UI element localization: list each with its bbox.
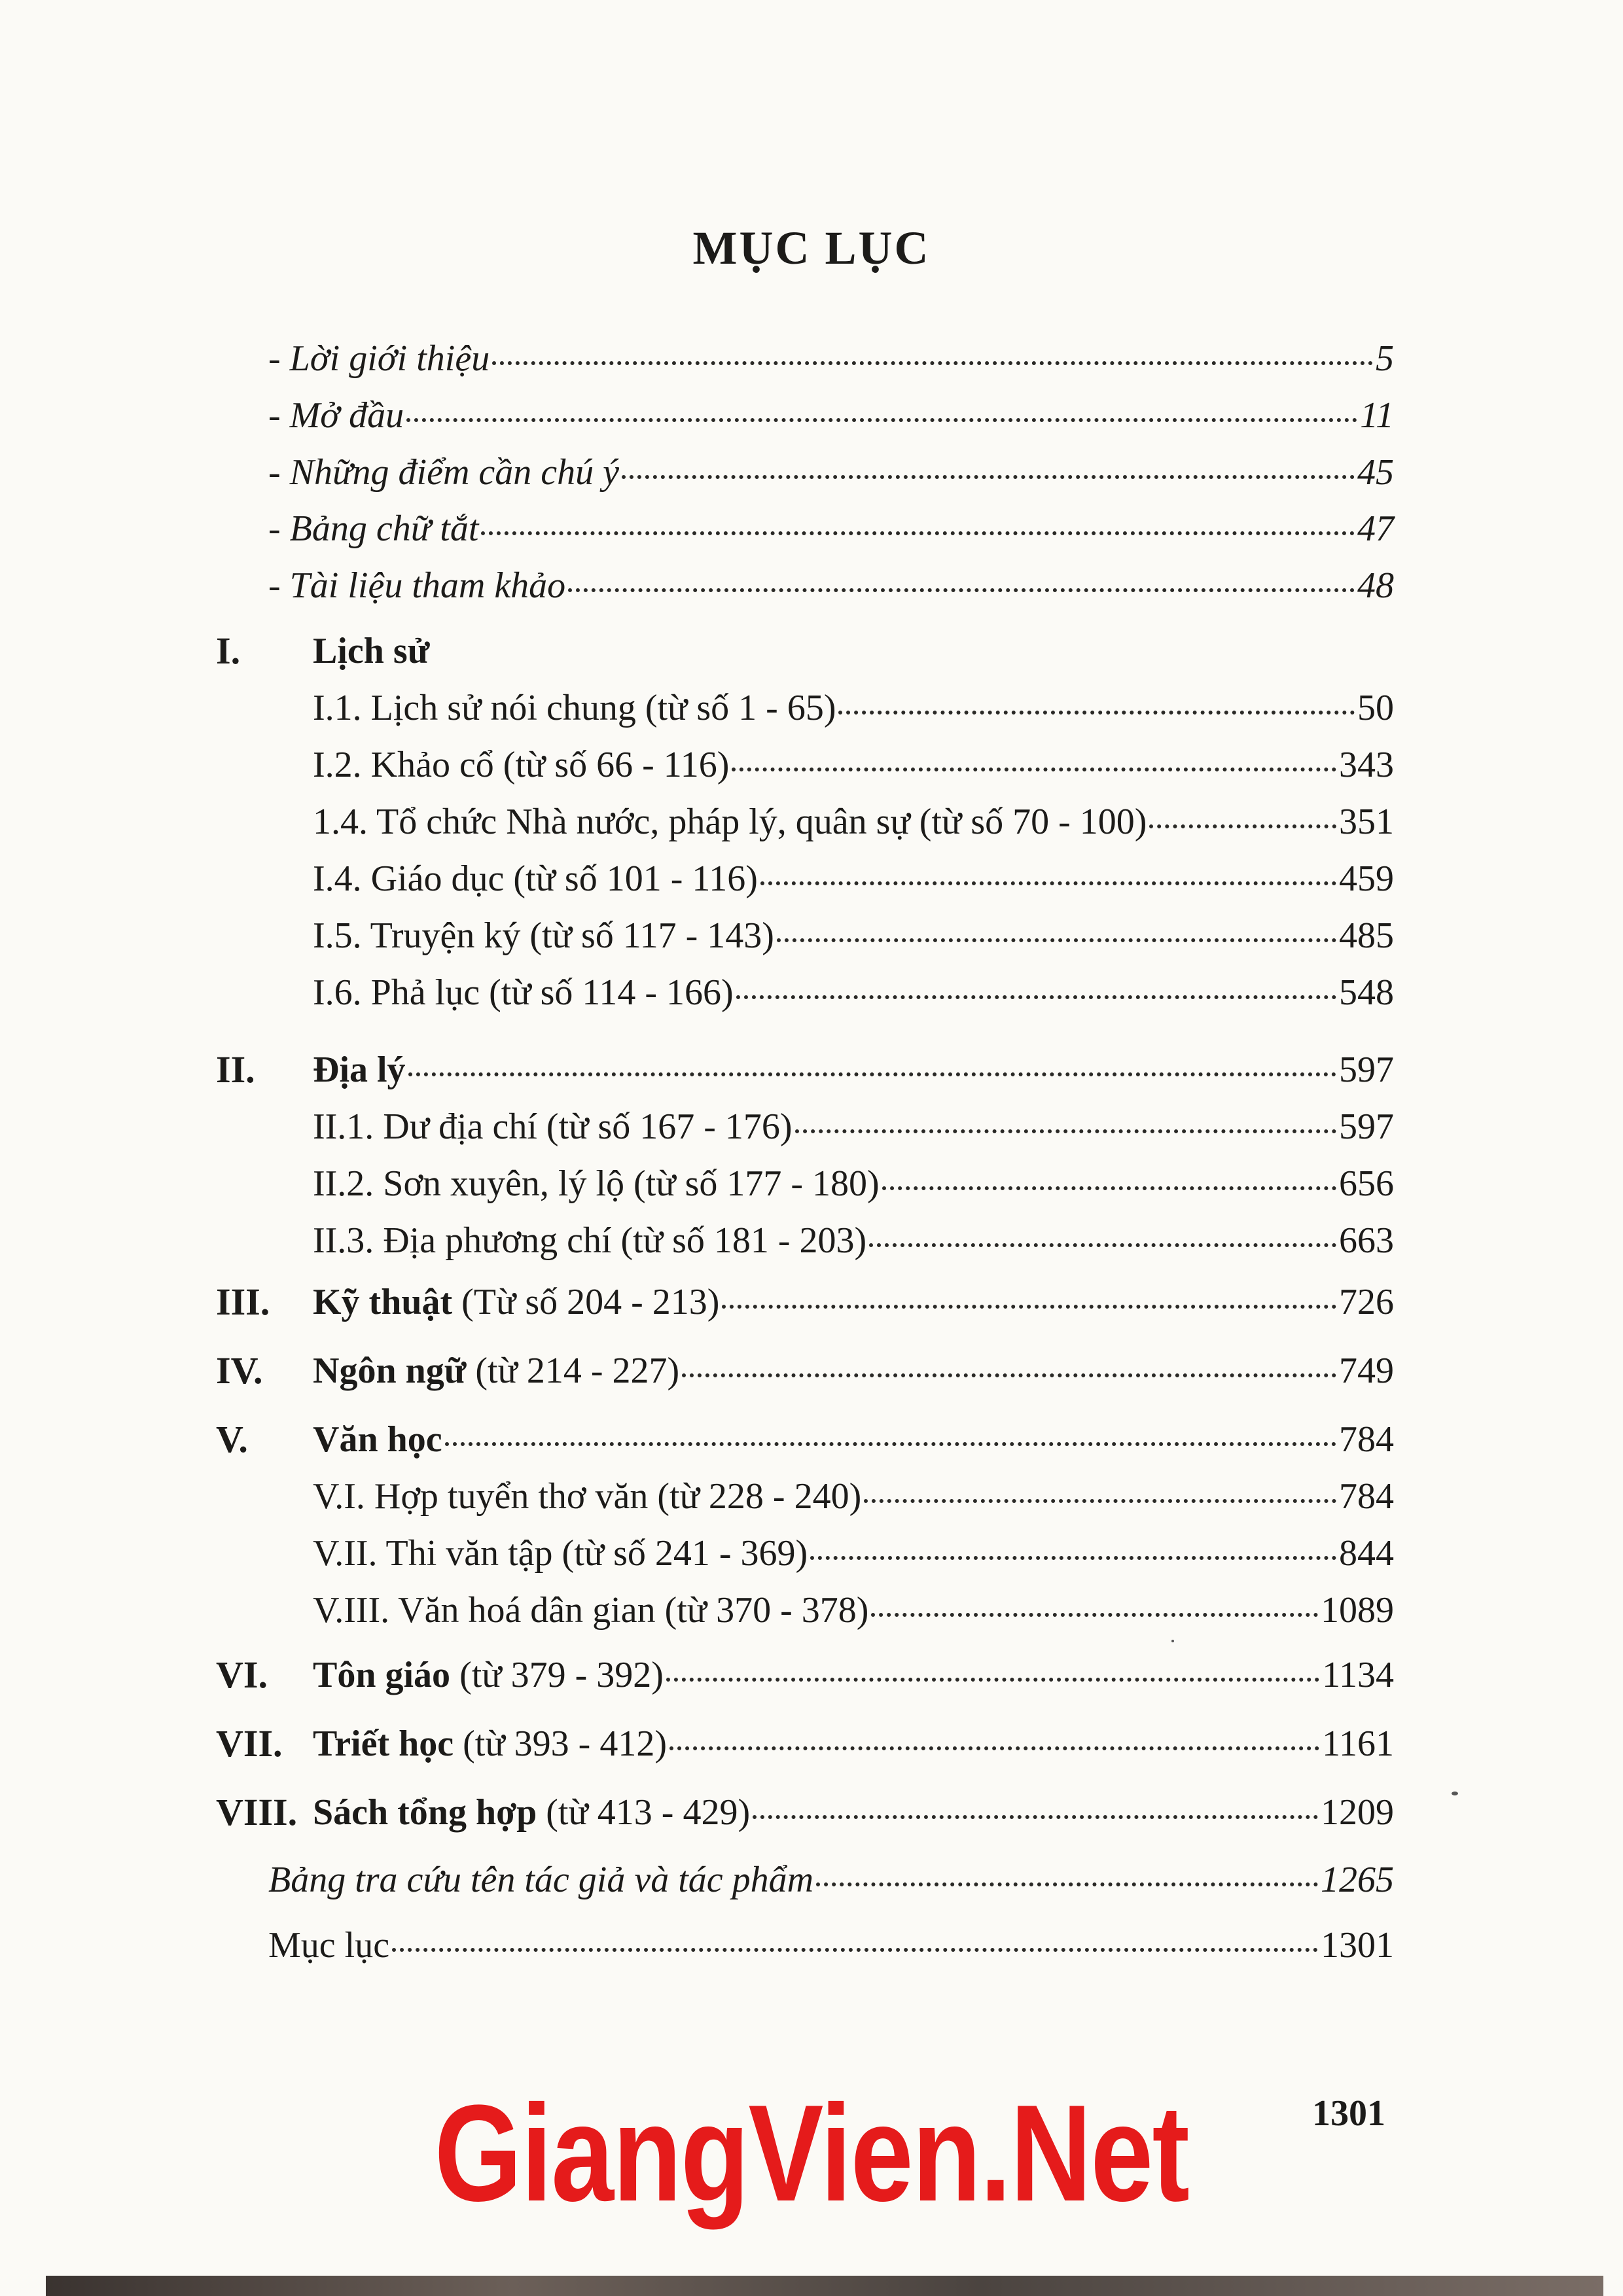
section-number: II. bbox=[216, 1048, 255, 1091]
toc-entry-label: V.III. Văn hoá dân gian (từ 370 - 378) bbox=[313, 1590, 869, 1631]
toc-entry-label: V.I. Hợp tuyển thơ văn (từ 228 - 240) bbox=[313, 1476, 862, 1517]
toc-section-entry bbox=[313, 1348, 1394, 1394]
scan-speck bbox=[1452, 1792, 1458, 1795]
toc-entry-range: (từ 413 - 429) bbox=[537, 1792, 751, 1833]
toc-entry-label: I.1. Lịch sử nói chung (từ số 1 - 65) bbox=[313, 688, 836, 728]
toc-entry-label: - Tài liệu tham khảo bbox=[268, 565, 566, 606]
dot-leader bbox=[760, 881, 1336, 885]
toc-entry-page: 47 bbox=[1357, 508, 1394, 549]
toc-subsection-entry bbox=[313, 685, 1394, 731]
toc-entry-page: 784 bbox=[1339, 1419, 1394, 1460]
dot-leader bbox=[669, 1746, 1319, 1750]
toc-subsection-entry bbox=[313, 856, 1394, 902]
toc-entry-label: V.II. Thi văn tập (từ số 241 - 369) bbox=[313, 1533, 808, 1574]
dot-leader bbox=[682, 1373, 1336, 1377]
toc-entry-page: 1265 bbox=[1321, 1860, 1394, 1900]
toc-entry-page: 1134 bbox=[1322, 1655, 1394, 1695]
dot-leader bbox=[722, 1305, 1336, 1309]
toc-entry-page: 1209 bbox=[1321, 1792, 1394, 1833]
dot-leader bbox=[871, 1613, 1318, 1617]
dot-leader bbox=[795, 1129, 1336, 1133]
page-title: MỤC LỤC bbox=[692, 222, 931, 274]
toc-entry-page: 1089 bbox=[1321, 1590, 1394, 1631]
toc-entry-label: Tôn giáo bbox=[313, 1655, 451, 1695]
toc-entry-label: I.2. Khảo cổ (từ số 66 - 116) bbox=[313, 745, 730, 785]
dot-leader bbox=[882, 1186, 1336, 1190]
toc-section-entry bbox=[313, 628, 1394, 674]
dot-leader bbox=[810, 1556, 1336, 1560]
toc-entry-page: 656 bbox=[1339, 1163, 1394, 1204]
dot-leader bbox=[406, 418, 1357, 422]
toc-section-entry bbox=[313, 1279, 1394, 1325]
toc-front-entry bbox=[268, 450, 1394, 495]
toc-entry-page: 597 bbox=[1339, 1050, 1394, 1090]
toc-entry-page: 844 bbox=[1339, 1533, 1394, 1574]
toc-section-entry bbox=[313, 1721, 1394, 1767]
toc-entry-label: Sách tổng hợp bbox=[313, 1792, 537, 1833]
toc-entry-page: 50 bbox=[1357, 688, 1394, 728]
toc-entry-label: I.5. Truyện ký (từ số 117 - 143) bbox=[313, 915, 774, 956]
toc-entry-label: II.2. Sơn xuyên, lý lộ (từ số 177 - 180) bbox=[313, 1163, 880, 1204]
toc-entry-label: - Lời giới thiệu bbox=[268, 338, 490, 379]
toc-entry-label: 1.4. Tổ chức Nhà nước, pháp lý, quân sự (từ số 70 - 100) bbox=[313, 802, 1147, 842]
toc-section-entry bbox=[313, 1417, 1394, 1462]
toc-subsection-entry bbox=[313, 1218, 1394, 1263]
toc-entry-page: 1161 bbox=[1322, 1723, 1394, 1764]
toc-subsection-entry bbox=[313, 913, 1394, 959]
toc-subsection-entry bbox=[313, 1104, 1394, 1150]
toc-entry-page: 48 bbox=[1357, 565, 1394, 606]
toc-entry-label: Địa lý bbox=[313, 1050, 406, 1090]
toc-subsection-entry bbox=[313, 1587, 1394, 1633]
watermark-logo: GiangVien.Net bbox=[434, 2076, 1189, 2230]
section-number: VIII. bbox=[216, 1791, 298, 1833]
toc-entry-page: 11 bbox=[1360, 395, 1394, 436]
toc-entry-page: 784 bbox=[1339, 1476, 1394, 1517]
toc-entry-range: (từ 379 - 392) bbox=[450, 1655, 664, 1695]
toc-entry-label: Ngôn ngữ bbox=[313, 1351, 467, 1391]
dot-leader bbox=[392, 1948, 1318, 1952]
section-number: V. bbox=[216, 1418, 248, 1460]
dot-leader bbox=[864, 1499, 1336, 1503]
toc-entry-label: Triết học bbox=[313, 1723, 454, 1764]
section-number: VI. bbox=[216, 1653, 268, 1696]
toc-front-entry bbox=[268, 563, 1394, 609]
dot-leader bbox=[622, 475, 1355, 479]
toc-section-entry bbox=[313, 1047, 1394, 1093]
toc-entry-page: 5 bbox=[1376, 338, 1394, 379]
dot-leader bbox=[753, 1815, 1318, 1819]
toc-entry-page: 343 bbox=[1339, 745, 1394, 785]
toc-section-entry bbox=[313, 1652, 1394, 1698]
page-edge-strip bbox=[46, 2276, 1603, 2296]
toc-subsection-entry bbox=[313, 799, 1394, 845]
toc-subsection-entry bbox=[313, 1474, 1394, 1519]
toc-entry-label: I.4. Giáo dục (từ số 101 - 116) bbox=[313, 858, 758, 899]
dot-leader bbox=[816, 1882, 1318, 1886]
dot-leader bbox=[869, 1243, 1336, 1247]
toc-section-entry bbox=[313, 1790, 1394, 1835]
toc-entry-label: Văn học bbox=[313, 1419, 442, 1460]
toc-entry-label: - Mở đầu bbox=[268, 395, 404, 436]
dot-leader bbox=[481, 531, 1355, 535]
toc-entry-page: 459 bbox=[1339, 858, 1394, 899]
toc-entry-range: (từ 393 - 412) bbox=[454, 1723, 667, 1764]
toc-entry-label: II.1. Dư địa chí (từ số 167 - 176) bbox=[313, 1106, 793, 1147]
toc-entry-page: 548 bbox=[1339, 972, 1394, 1013]
dot-leader bbox=[736, 995, 1336, 999]
toc-entry-page: 726 bbox=[1339, 1282, 1394, 1322]
toc-entry-label: Kỹ thuật bbox=[313, 1282, 453, 1322]
toc-entry-page: 1301 bbox=[1321, 1925, 1394, 1966]
section-number: IV. bbox=[216, 1349, 263, 1392]
dot-leader bbox=[838, 711, 1355, 715]
toc-entry-label: I.6. Phả lục (từ số 114 - 166) bbox=[313, 972, 734, 1013]
dot-leader bbox=[568, 588, 1355, 592]
toc-back-entry bbox=[268, 1857, 1394, 1903]
toc-entry-page: 663 bbox=[1339, 1220, 1394, 1261]
toc-front-entry bbox=[268, 393, 1394, 438]
dot-leader bbox=[1149, 824, 1336, 828]
toc-entry-page: 485 bbox=[1339, 915, 1394, 956]
toc-back-entry bbox=[268, 1922, 1394, 1968]
toc-front-entry bbox=[268, 506, 1394, 552]
page-number: 1301 bbox=[1312, 2093, 1385, 2134]
dot-leader bbox=[492, 361, 1373, 365]
toc-entry-label: - Bảng chữ tắt bbox=[268, 508, 479, 549]
toc-entry-page: 597 bbox=[1339, 1106, 1394, 1147]
toc-entry-page: 45 bbox=[1357, 452, 1394, 493]
toc-subsection-entry bbox=[313, 742, 1394, 788]
dot-leader bbox=[445, 1442, 1336, 1446]
toc-entry-page: 351 bbox=[1339, 802, 1394, 842]
dot-leader bbox=[408, 1072, 1336, 1076]
toc-subsection-entry bbox=[313, 1530, 1394, 1576]
toc-entry-label: II.3. Địa phương chí (từ số 181 - 203) bbox=[313, 1220, 867, 1261]
toc-entry-range: (Từ số 204 - 213) bbox=[452, 1282, 720, 1322]
toc-entry-range: (từ 214 - 227) bbox=[466, 1351, 680, 1391]
toc-entry-page: 749 bbox=[1339, 1351, 1394, 1391]
toc-subsection-entry bbox=[313, 1161, 1394, 1207]
dot-leader bbox=[777, 938, 1336, 942]
section-number: VII. bbox=[216, 1722, 283, 1765]
toc-subsection-entry bbox=[313, 970, 1394, 1016]
toc-entry-label: - Những điểm cần chú ý bbox=[268, 452, 619, 493]
dot-leader bbox=[666, 1678, 1319, 1682]
toc-front-entry bbox=[268, 336, 1394, 381]
toc-entry-label: Mục lục bbox=[268, 1925, 390, 1966]
scan-speck bbox=[1171, 1640, 1174, 1642]
dot-leader bbox=[732, 768, 1336, 771]
section-number: I. bbox=[216, 629, 241, 672]
section-number: III. bbox=[216, 1280, 270, 1323]
toc-entry-label: Lịch sử bbox=[313, 631, 430, 671]
toc-entry-label: Bảng tra cứu tên tác giả và tác phẩm bbox=[268, 1860, 814, 1900]
